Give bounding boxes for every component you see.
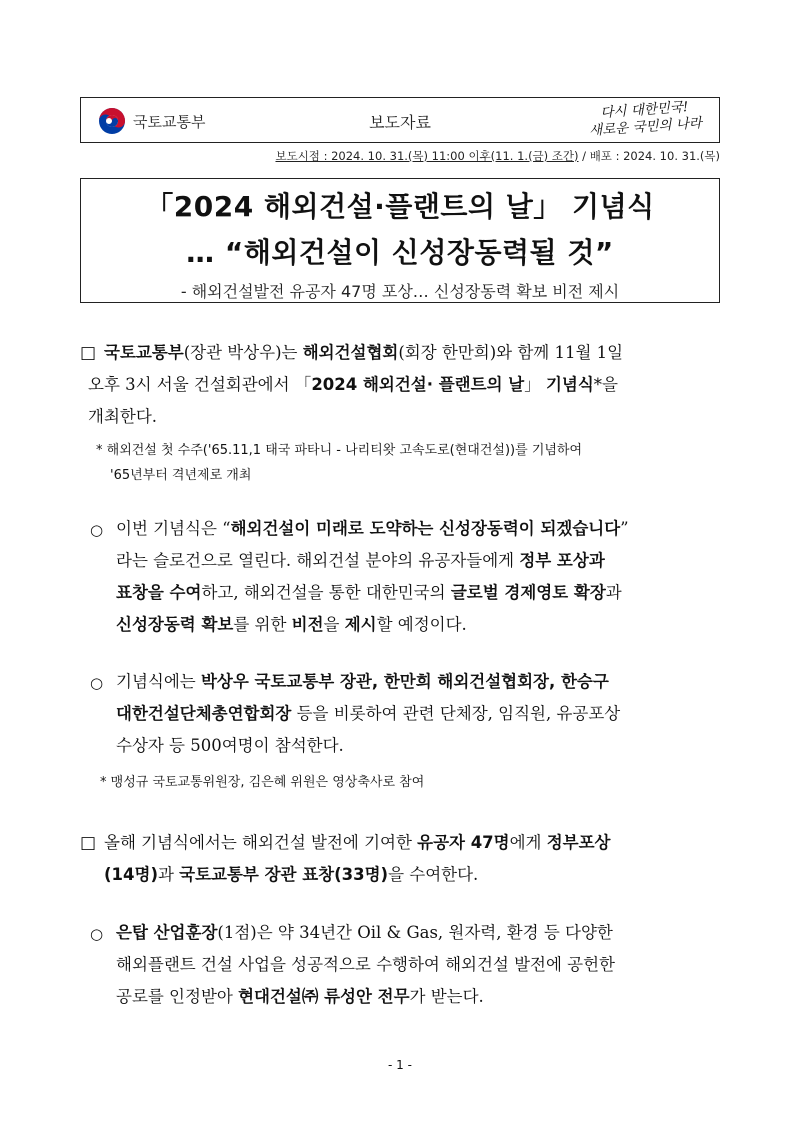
paragraph-1 (88, 337, 720, 433)
text-bold: 박상우 국토교통부 장관, 한만희 해외건설협회장, 한승구 (200, 672, 609, 691)
text-bold: 제시 (344, 615, 377, 634)
text: 에게 (509, 833, 547, 852)
text-bold: 해외건설이 미래로 도약하는 신성장동력이 되겠습니다 (230, 519, 621, 538)
text-bold: 신성장동력 확보 (116, 615, 234, 634)
release-info (275, 148, 720, 164)
text-bold: 정부 포상과 (519, 551, 605, 570)
text: 수상자 등 500여명이 참석한다. (116, 736, 344, 755)
text: 」 (524, 375, 546, 394)
text-bold: 현대건설㈜ 류성안 전무 (238, 987, 410, 1006)
text-bold: (14명) (104, 865, 158, 884)
paragraph-3 (116, 666, 720, 762)
footnote-1-line-2: '65년부터 격년제로 개최 (110, 468, 252, 483)
paragraph-4 (104, 827, 720, 891)
doc-type: 보도자료 (369, 113, 431, 132)
text: *을 (593, 375, 618, 394)
text: 을 수여한다. (388, 865, 479, 884)
text-bold: 2024 해외건설· 플랜트의 날 (311, 375, 525, 394)
text: 과 (605, 583, 622, 602)
text-bold: 비전 (291, 615, 324, 634)
text: 이번 기념식은 “ (116, 519, 231, 538)
square-bullet: □ (80, 833, 97, 853)
text: ” (620, 519, 629, 538)
text: 라는 슬로건으로 열린다. 해외건설 분야의 유공자들에게 (116, 551, 520, 570)
text: 기념식에는 (116, 672, 201, 691)
headline: 「2024 해외건설·플랜트의 날」 기념식 (145, 190, 655, 223)
text: 가 받는다. (409, 987, 484, 1006)
text: (회장 한만희)와 함께 11월 1일 (398, 343, 624, 362)
text-bold: 유공자 47명 (417, 833, 510, 852)
ministry-name: 국토교통부 (133, 112, 206, 131)
subheadline: - 해외건설발전 유공자 47명 포상… 신성장동력 확보 비전 제시 (180, 282, 620, 301)
text-bold: 해외건설협회 (302, 343, 399, 362)
text-bold: 대한건설단체총연합회장 (116, 704, 292, 723)
text: 할 예정이다. (376, 615, 467, 634)
circle-bullet: ○ (90, 925, 104, 943)
text-bold: 은탑 산업훈장 (116, 923, 218, 942)
headline-2: … “해외건설이 신성장동력될 것” (186, 236, 614, 269)
distribution-text: / 배포 : 2024. 10. 31.(목) (578, 149, 720, 163)
text: 올해 기념식에서는 해외건설 발전에 기여한 (104, 833, 418, 852)
header-box (80, 97, 720, 143)
square-bullet: □ (80, 343, 97, 363)
text: 개최한다. (88, 407, 158, 426)
paragraph-5 (116, 917, 720, 1013)
title-box (80, 178, 720, 303)
footnote-1-line-1: * 해외건설 첫 수주('65.11,1 태국 파타니 - 나리티왓 고속도로(현대건설))를 기념하여 (96, 443, 583, 458)
slogan-handwriting (584, 98, 706, 140)
slogan-line-2: 새로운 국민의 나라 (588, 115, 703, 139)
text: (1점)은 약 34년간 Oil & Gas, 원자력, 환경 등 다양한 (217, 923, 613, 942)
embargo-text: 보도시점 : 2024. 10. 31.(목) 11:00 이후(11. 1.(금) 조간) (275, 149, 579, 163)
text: 등을 비롯하여 관련 단체장, 임직원, 유공포상 (291, 704, 621, 723)
text: 오후 3시 서울 건설회관에서 「 (88, 375, 312, 394)
text: 해외플랜트 건설 사업을 성공적으로 수행하여 해외건설 발전에 공헌한 (116, 955, 615, 974)
text: 을 (323, 615, 345, 634)
footnote-1 (96, 438, 582, 488)
text-bold: 기념식 (545, 375, 594, 394)
text: (장관 박상우)는 (183, 343, 303, 362)
circle-bullet: ○ (90, 674, 104, 692)
text-bold: 국토교통부 (104, 343, 184, 362)
footnote-2: * 맹성규 국토교통위원장, 김은혜 위원은 영상축사로 참여 (100, 775, 425, 790)
circle-bullet: ○ (90, 521, 104, 539)
slogan-line-1: 다시 대한민국! (599, 98, 689, 122)
page-number: - 1 - (388, 1058, 412, 1072)
text-bold: 국토교통부 장관 표창(33명) (179, 865, 389, 884)
text-bold: 정부포상 (546, 833, 611, 852)
text: 를 위한 (233, 615, 292, 634)
text: 과 (157, 865, 180, 884)
text-bold: 글로벌 경제영토 확장 (450, 583, 606, 602)
text: 공로를 인정받아 (116, 987, 239, 1006)
paragraph-2 (116, 513, 720, 641)
text: 하고, 해외건설을 통한 대한민국의 (201, 583, 451, 602)
text-bold: 표창을 수여 (116, 583, 202, 602)
